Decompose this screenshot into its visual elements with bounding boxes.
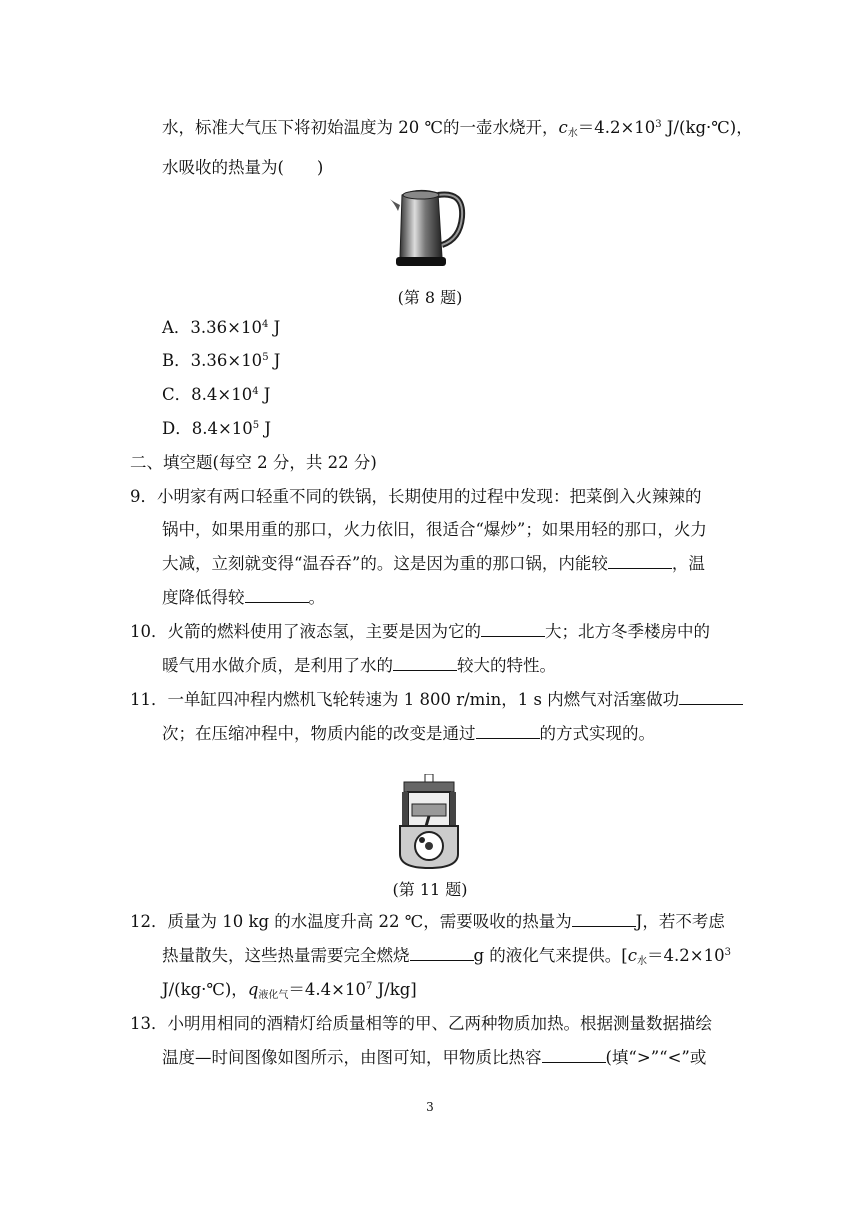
q12-value: ＝4.4×10 (288, 980, 366, 999)
q8-line-2: 水吸收的热量为( ) (162, 158, 324, 177)
exponent: 5 (252, 420, 260, 431)
q10-text: 较大的特性。 (457, 656, 556, 675)
answer-blank[interactable] (608, 554, 672, 569)
exponent: 3 (724, 947, 731, 958)
engine-cylinder-figure (398, 774, 460, 870)
q12-text: J，若不考虑 (635, 912, 725, 931)
q10-text: 10．火箭的燃料使用了液态氢，主要是因为它的 (130, 622, 481, 641)
option-c (162, 384, 270, 409)
c-symbol: c (627, 946, 637, 965)
q12-line-3 (162, 979, 417, 1004)
option-b (162, 350, 280, 375)
option-b-text: B．3.36×10 (162, 351, 263, 370)
unit: J/(kg·℃)， (661, 118, 753, 137)
q9-text: 度降低得较 (162, 588, 245, 607)
q11-line-1 (130, 689, 743, 711)
q11-text: 的方式实现的。 (539, 724, 655, 743)
q12-text: 12．质量为 10 kg 的水温度升高 22 ℃，需要吸收的热量为 (130, 912, 572, 931)
q10-text: 暖气用水做介质，是利用了水的 (162, 656, 393, 675)
unit: J (258, 385, 271, 404)
option-a (162, 317, 280, 342)
q9-text: ，温 (671, 554, 705, 573)
q8-line-1 (162, 117, 753, 142)
q13-line-1: 13．小明用相同的酒精灯给质量相等的甲、乙两种物质加热。根据测量数据描绘 (130, 1014, 712, 1033)
exponent: 7 (365, 981, 373, 992)
q8-text: 水，标准大气压下将初始温度为 20 ℃的一壶水烧开， (162, 118, 559, 137)
figure-11-caption: (第 11 题) (392, 880, 468, 899)
unit: J/kg] (372, 980, 417, 999)
figure-8-caption: (第 8 题) (397, 288, 463, 307)
exponent: 3 (655, 119, 662, 130)
q9-line-4 (162, 587, 325, 609)
q10-line-1 (130, 621, 710, 643)
exponent: 4 (252, 386, 259, 397)
unit: J (259, 419, 272, 438)
unit: J (268, 318, 281, 337)
answer-blank[interactable] (542, 1048, 606, 1063)
unit: J/(kg·℃)， (162, 980, 248, 999)
answer-blank[interactable] (679, 690, 743, 705)
c-subscript: 水 (567, 128, 578, 139)
q9-text: 。 (308, 588, 325, 607)
answer-blank[interactable] (393, 656, 457, 671)
q12-line-1 (130, 911, 725, 933)
q-symbol: q (247, 980, 259, 999)
answer-blank[interactable] (410, 946, 474, 961)
q12-value: ＝4.2×10 (647, 946, 725, 965)
exponent: 4 (261, 319, 269, 330)
answer-blank[interactable] (481, 622, 545, 637)
kettle-figure (388, 183, 468, 269)
q9-line-2: 锅中，如果用重的那口，火力依旧，很适合“爆炒”；如果用轻的那口，火力 (162, 520, 707, 539)
q9-text: 大减，立刻就变得“温吞吞”的。这是因为重的那口锅，内能较 (162, 554, 608, 573)
option-a-text: A．3.36×10 (162, 318, 262, 337)
option-d-text: D．8.4×10 (162, 419, 253, 438)
q-subscript: 液化气 (258, 990, 289, 1001)
q11-text: 11．一单缸四冲程内燃机飞轮转速为 1 800 r/min，1 s 内燃气对活塞做功 (130, 690, 680, 709)
page-number: 3 (426, 1100, 434, 1114)
answer-blank[interactable] (245, 588, 309, 603)
option-d (162, 418, 271, 443)
q8-value: ＝4.2×10 (577, 118, 656, 137)
q11-line-2 (162, 723, 655, 745)
section-heading: 二、填空题(每空 2 分，共 22 分) (130, 453, 377, 472)
q13-line-2 (162, 1047, 706, 1069)
q13-text: 温度—时间图像如图所示，由图可知，甲物质比热容 (162, 1048, 542, 1067)
c-subscript: 水 (637, 956, 647, 967)
answer-blank[interactable] (572, 912, 636, 927)
unit: J (268, 351, 281, 370)
q9-line-1: 9．小明家有两口轻重不同的铁锅，长期使用的过程中发现：把菜倒入火辣辣的 (130, 487, 702, 506)
c-symbol: c (558, 118, 568, 137)
answer-blank[interactable] (476, 724, 540, 739)
q10-text: 大；北方冬季楼房中的 (545, 622, 710, 641)
q12-line-2 (162, 945, 731, 970)
exponent: 5 (262, 352, 269, 363)
q9-line-3 (162, 553, 705, 575)
q13-text: (填“>”“<”或 (605, 1048, 707, 1067)
q10-line-2 (162, 655, 556, 677)
q11-text: 次；在压缩冲程中，物质内能的改变是通过 (162, 724, 476, 743)
option-c-text: C．8.4×10 (162, 385, 253, 404)
q12-text: g 的液化气来提供。[ (473, 946, 628, 965)
q12-text: 热量散失，这些热量需要完全燃烧 (162, 946, 410, 965)
